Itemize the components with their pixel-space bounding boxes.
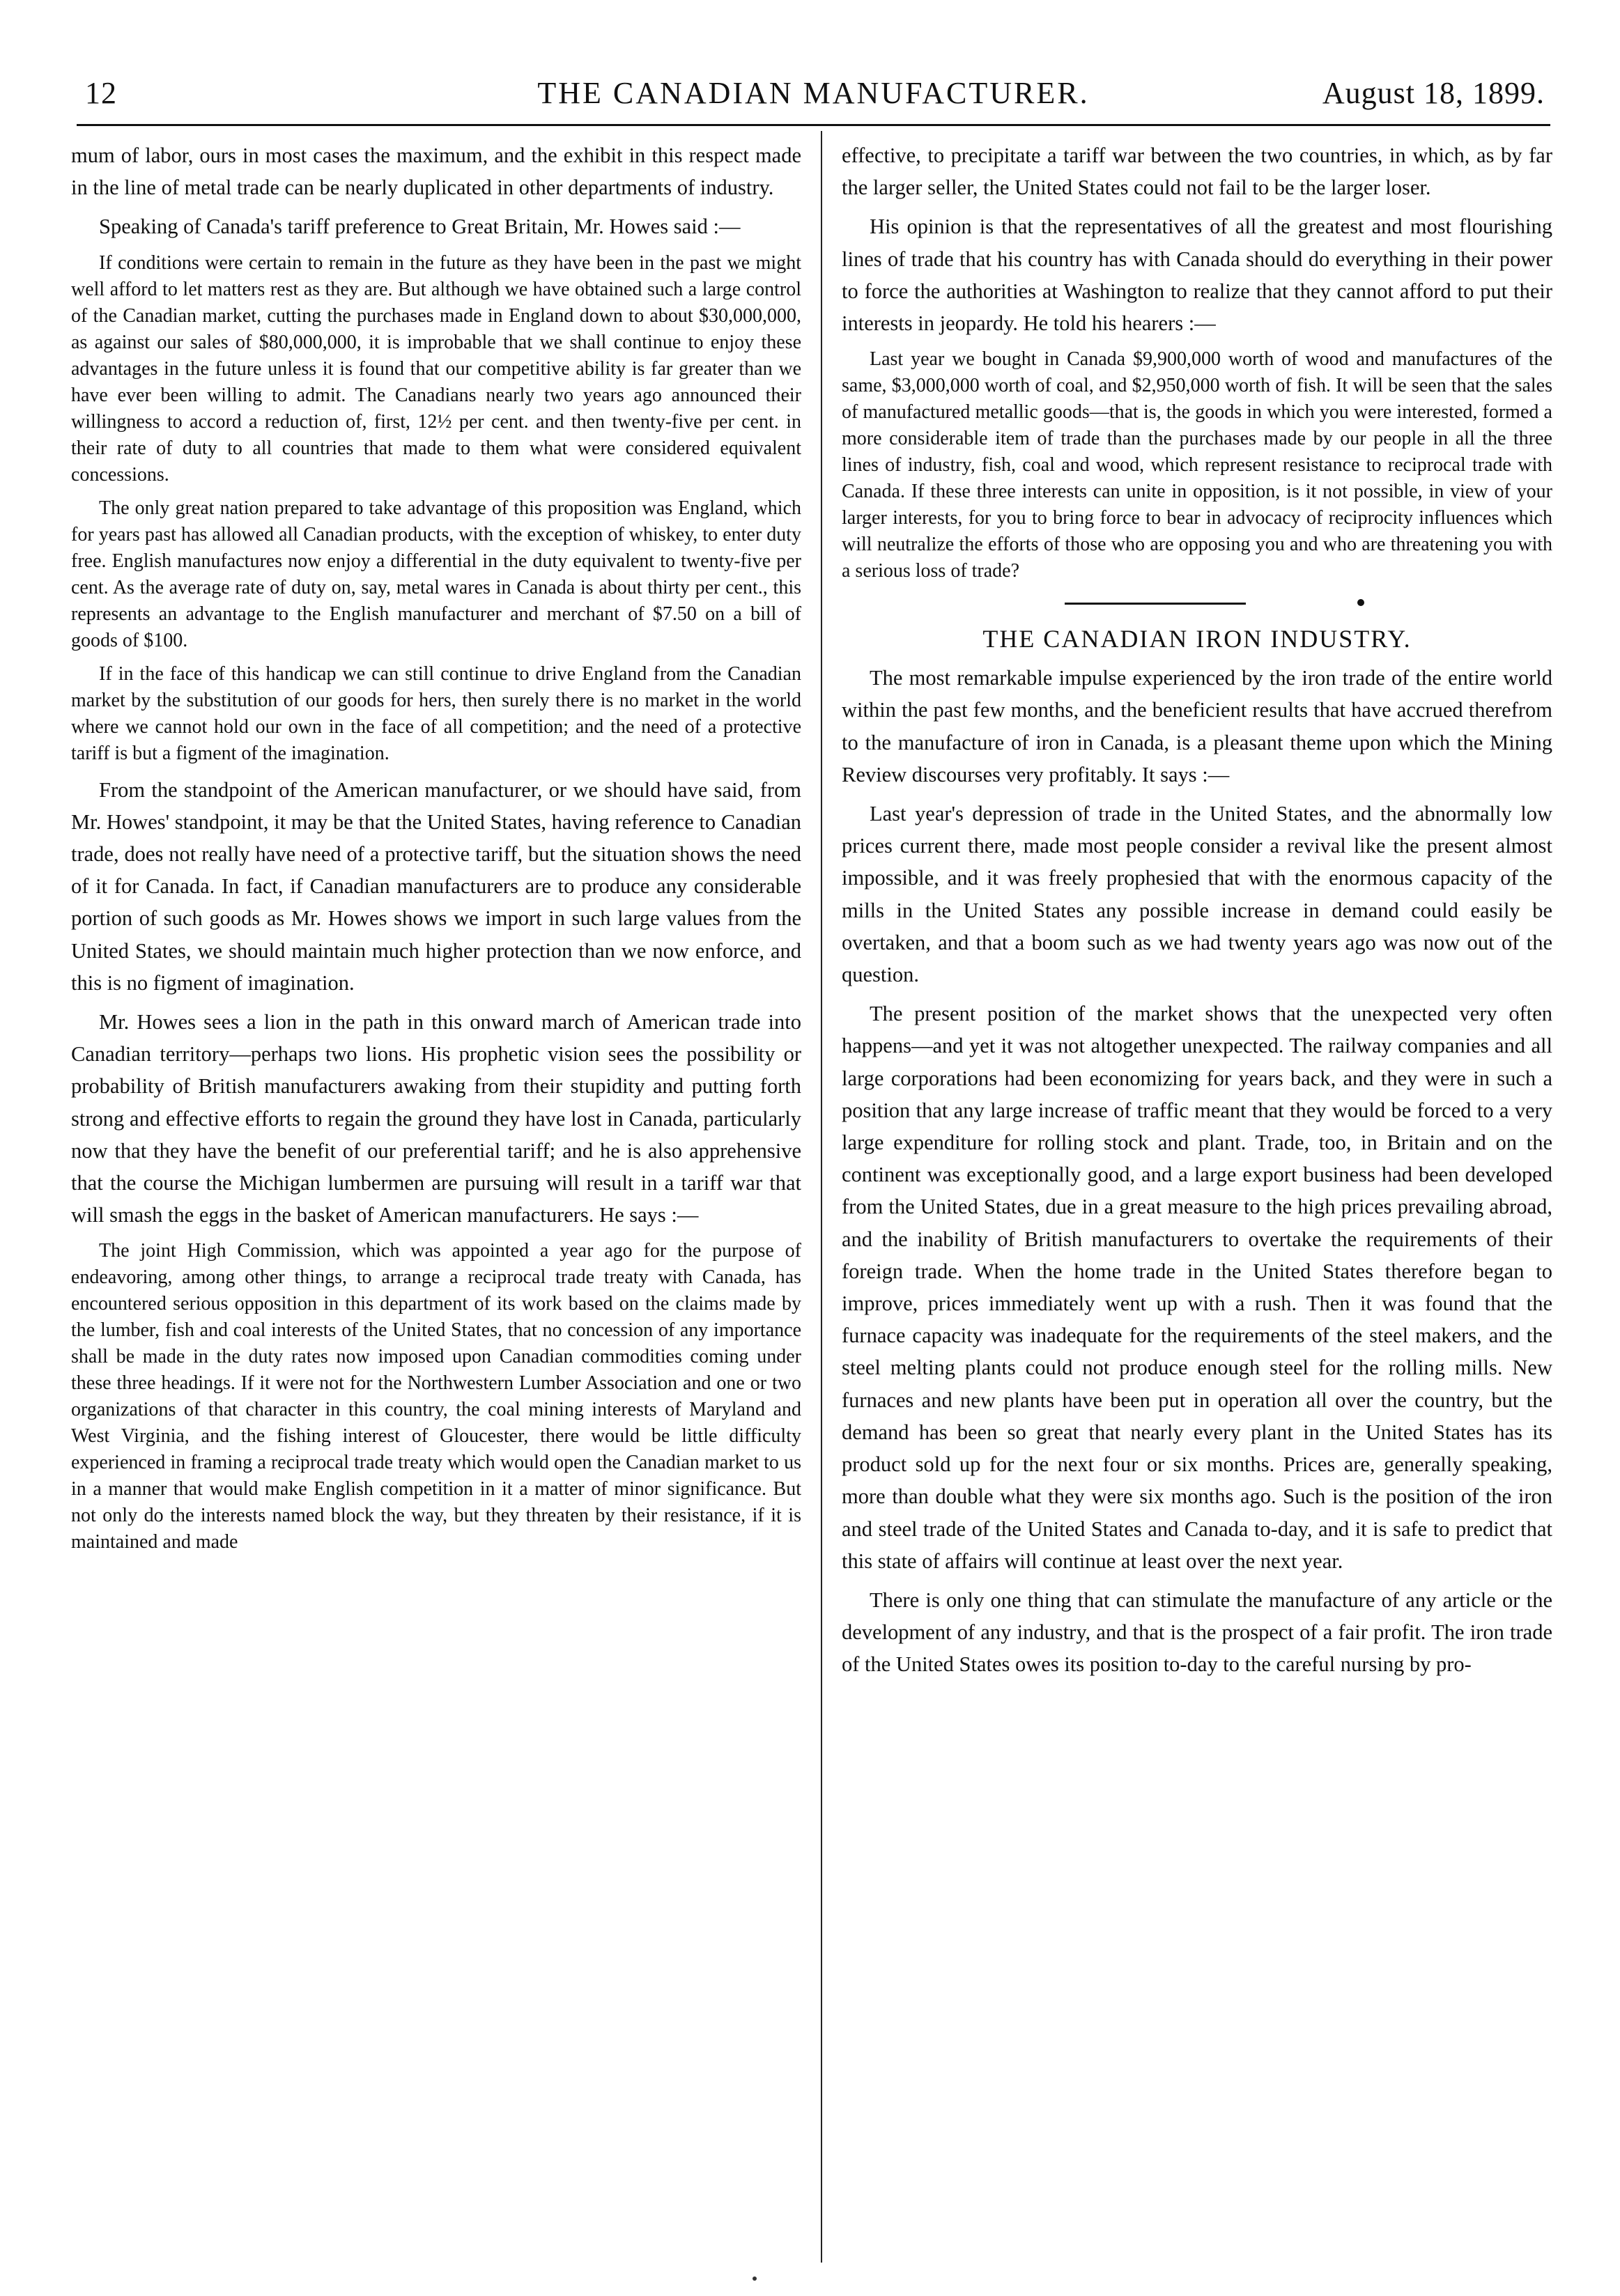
quoted-paragraph: The only great nation prepared to take advantage of this proposition was England, which for years past has allowed all Canadian products, with the exception of whiskey, to enter duty free. English manufactures now enjoy a differential in the duty equivalent to twenty-five per cent. As the average rate of duty on, say, metal wares in Canada is about thirty per cent., this represents an advantage to the English manufacturer and merchant of $7.50 on a bill of goods of $100. (71, 497, 801, 651)
paragraph: There is only one thing that can stimulate the manufacture of any article or the development of any industry, and that is the prospect of a fair profit. The iron trade of the United States owes its position to-day to the careful nursing by pro- (842, 1588, 1552, 1677)
quoted-paragraph: Last year we bought in Canada $9,900,000 worth of wood and manufactures of the same, $3,000,000 worth of coal, and $2,950,000 worth of fish. It will be seen that the sales of manufactured metallic goods—that is, the goods in which you were interested, formed a more considerable item of trade than the purchases made by our people in all the three lines of industry, fish, coal and wood, which represent resistance to reciprocal trade with Canada. If these three interests can unite in opposition, is it not possible, in view of your larger interests, for you to bring force to bear in advocacy of reciprocity influences which will neutralize the efforts of those who are opposing you and who are threatening you with a serious loss of trade? (842, 348, 1552, 582)
paragraph: Mr. Howes sees a lion in the path in this onward march of American trade into Canadian territory—perhaps two lions. His prophetic vision sees the possibility or probability of British manufacturers awaking from their stupidity and putting forth strong and effective efforts to regain the ground they have lost in Canada, particularly now that they have the benefit of our preferential tariff; and he is also apprehensive that the course the Michigan lumbermen are pursuing will result in a tariff war that will smash the eggs in the basket of American manufacturers. He says :— (71, 1010, 801, 1227)
section-divider (1065, 603, 1246, 605)
paragraph: From the standpoint of the American manufacturer, or we should have said, from Mr. Howes' standpoint, it may be that the United States, having reference to Canadian trade, does not really have need of a protective tariff, but the situation shows the need of it for Canada. In fact, if Canadian manufacturers are to produce any considerable portion of such goods as Mr. Howes shows we import in such large values from the United States, we should maintain much higher protection than we now enforce, and this is no figment of imagination. (71, 777, 801, 995)
paragraph: The most remarkable impulse experienced by the iron trade of the entire world within the past few months, and the beneficient results that have accrued therefrom to the manufacture of iron in Canada, is a pleasant theme upon which the Mining Review discourses very profitably. It says :— (842, 666, 1552, 786)
issue-date: August 18, 1899. (1322, 76, 1545, 110)
publication-title: THE CANADIAN MANUFACTURER. (537, 76, 1090, 110)
column-divider (821, 131, 822, 2263)
printer-mark (753, 2276, 757, 2281)
page-number: 12 (85, 76, 117, 110)
page-header (77, 70, 1550, 118)
paragraph: Speaking of Canada's tariff preference to Great Britain, Mr. Howes said :— (99, 215, 741, 239)
quoted-paragraph: If in the face of this handicap we can still continue to drive England from the Canadian market by the substitution of our goods for hers, then surely there is no market in the world where we cannot hold our own in the face of all competition; and the need of a protective tariff is but a figment of the imagination. (71, 662, 801, 764)
paragraph: mum of labor, ours in most cases the maximum, and the exhibit in this respect made in the line of metal trade can be nearly duplicated in other departments of industry. (71, 144, 801, 200)
quoted-paragraph: The joint High Commission, which was appointed a year ago for the purpose of endeavoring, among other things, to arrange a reciprocal trade treaty with Canada, has encountered serious opposition in this department of its work based on the claims made by the lumber, fish and coal interests of the United States, that no concession of any importance shall be made in the duty rates now imposed upon Canadian commodities coming under these three headings. If it were not for the Northwestern Lumber Association and one or two organizations of that character in this country, the coal mining interests of Maryland and West Virginia, and the fishing interest of Gloucester, there would be little difficulty experienced in framing a reciprocal trade treaty which would open the Canadian market to us in a manner that would make English competition in it a matter of minor significance. But not only do the interests named block the way, but they threaten by their resistance, if it is maintained and made (71, 1240, 801, 1553)
paragraph: His opinion is that the representatives of all the greatest and most flourishing lines of trade that his country has with Canada should do everything in their power to force the authorities at Washington to realize that they cannot afford to put their interests in jeopardy. He told his hearers :— (842, 215, 1552, 336)
paragraph: effective, to precipitate a tariff war between the two countries, in which, as by far the larger seller, the United States could not fail to be the larger loser. (842, 144, 1552, 200)
paragraph: Last year's depression of trade in the United States, and the abnormally low prices current there, made most people consider a revival like the present almost impossible, and it was freely prophesied that with the enormous capacity of the mills in the United States any possible increase in demand could easily be overtaken, and that a boom such as we had twenty years ago was now out of the question. (842, 802, 1552, 987)
quoted-paragraph: If conditions were certain to remain in the future as they have been in the past we might well afford to let matters rest as they are. But although we have obtained such a large control of the Canadian market, cutting the purchases made in England down to about $30,000,000, as against our sales of $80,000,000, it is improbable that we shall continue to enjoy these advantages in the future unless it is found that our competitive ability is far greater than we have ever been willing to admit. The Canadians nearly two years ago announced their willingness to accord a reduction of, first, 12½ per cent. and then twenty-five per cent. in their rate of duty to all countries that made to them what were considered equivalent concessions. (71, 251, 801, 486)
right-column (842, 139, 1552, 1688)
left-column (71, 139, 801, 1562)
paragraph: The present position of the market shows that the unexpected very often happens—and yet it was not altogether unexpected. The railway companies and all large corporations had been economizing for years back, and they were in such a position that any large increase of traffic meant that they would be forced to a very large expenditure for rolling stock and plant. Trade, too, in Britain and on the continent was exceptionally good, and a large export business had been developed from the United States, due in a great measure to the high prices prevailing abroad, and the inability of British manufacturers to overtake the requirements of their foreign trade. When the home trade in the United States therefore began to improve, prices immediately went up with a rush. Then it was found that the furnace capacity was inadequate for the requirements of the steel makers, and the steel melting plants could not produce enough steel for the rolling mills. New furnaces and new plants have been put in operation all over the country, but the demand has been so great that nearly every plant in the United States has its product sold up for the next four or six months. Prices are, generally speaking, more than double what they were six months ago. Such is the position of the iron and steel trade of the United States and Canada to-day, and it is safe to predict that this state of affairs will continue at least over the next year. (842, 1002, 1552, 1573)
divider-dot (1357, 599, 1364, 606)
article-heading: THE CANADIAN IRON INDUSTRY. (982, 625, 1412, 653)
header-rule (77, 124, 1550, 126)
